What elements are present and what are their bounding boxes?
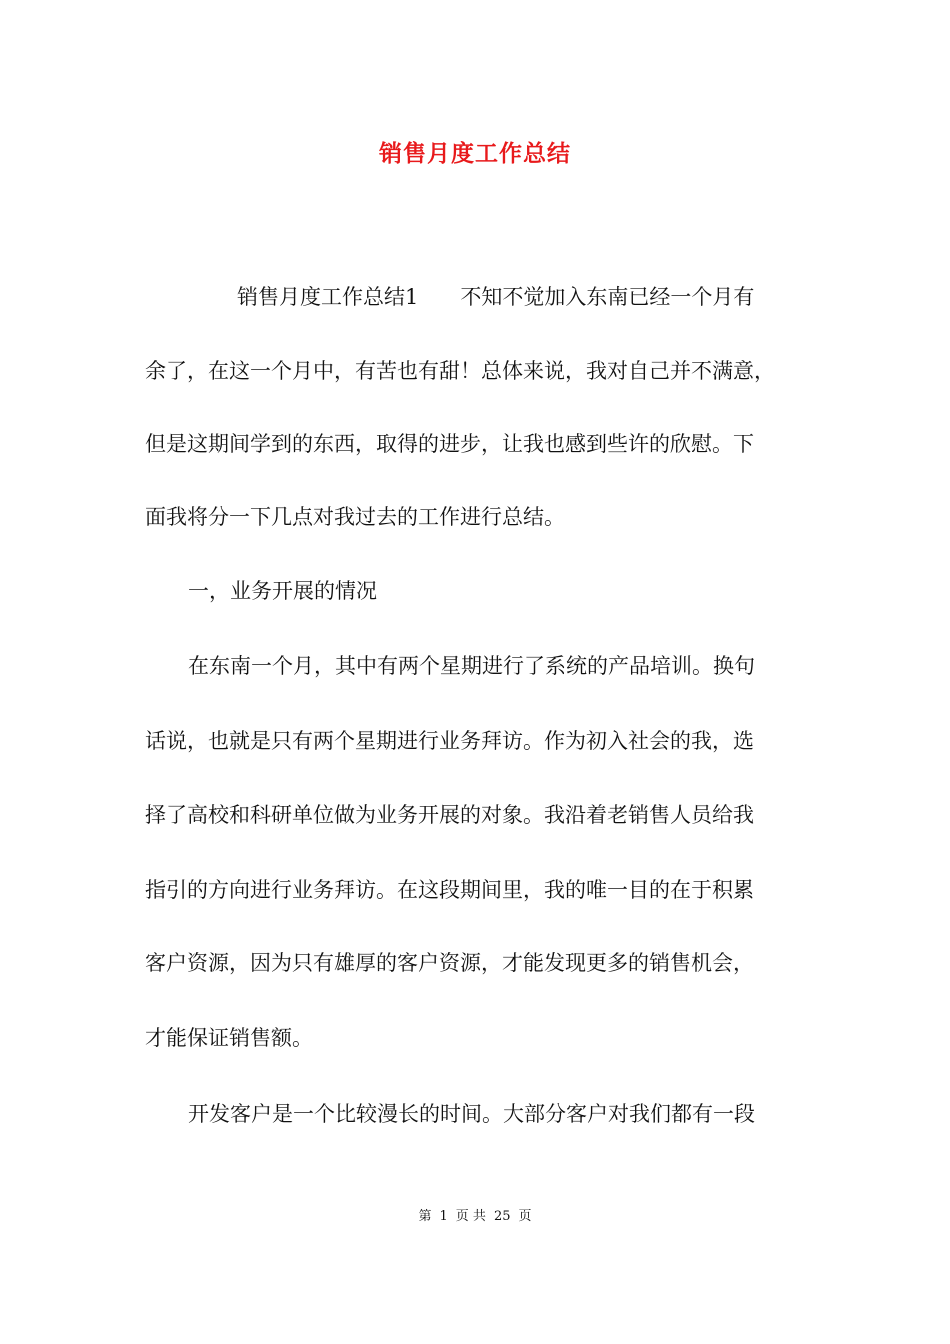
paragraph-line: 话说，也就是只有两个星期进行业务拜访。作为初入社会的我，选 (145, 729, 754, 753)
page-label-prefix: 第 (418, 1209, 432, 1224)
section-heading: 一，业务开展的情况 (188, 579, 377, 603)
page-label-mid: 页 共 (455, 1209, 486, 1224)
paragraph-line: 才能保证销售额。 (145, 1026, 313, 1050)
paragraph-line: 面我将分一下几点对我过去的工作进行总结。 (145, 505, 565, 529)
paragraph-line: 开发客户是一个比较漫长的时间。大部分客户对我们都有一段 (188, 1102, 755, 1126)
paragraph-line: 客户资源，因为只有雄厚的客户资源，才能发现更多的销售机会， (145, 951, 754, 975)
paragraph-line: 在东南一个月，其中有两个星期进行了系统的产品培训。换句 (188, 654, 755, 678)
current-page-number: 1 (439, 1209, 448, 1224)
page-label-suffix: 页 (518, 1209, 532, 1224)
paragraph-line: 销售月度工作总结1 不知不觉加入东南已经一个月有 (237, 285, 755, 309)
page-footer (0, 1207, 950, 1227)
paragraph-line: 但是这期间学到的东西，取得的进步，让我也感到些许的欣慰。下 (145, 432, 754, 456)
paragraph-line: 余了，在这一个月中，有苦也有甜！总体来说，我对自己并不满意， (145, 359, 775, 383)
total-pages-number: 25 (493, 1209, 511, 1224)
paragraph-line: 指引的方向进行业务拜访。在这段期间里，我的唯一目的在于积累 (145, 878, 754, 902)
document-title: 销售月度工作总结 (379, 141, 571, 167)
paragraph-line: 择了高校和科研单位做为业务开展的对象。我沿着老销售人员给我 (145, 803, 754, 827)
